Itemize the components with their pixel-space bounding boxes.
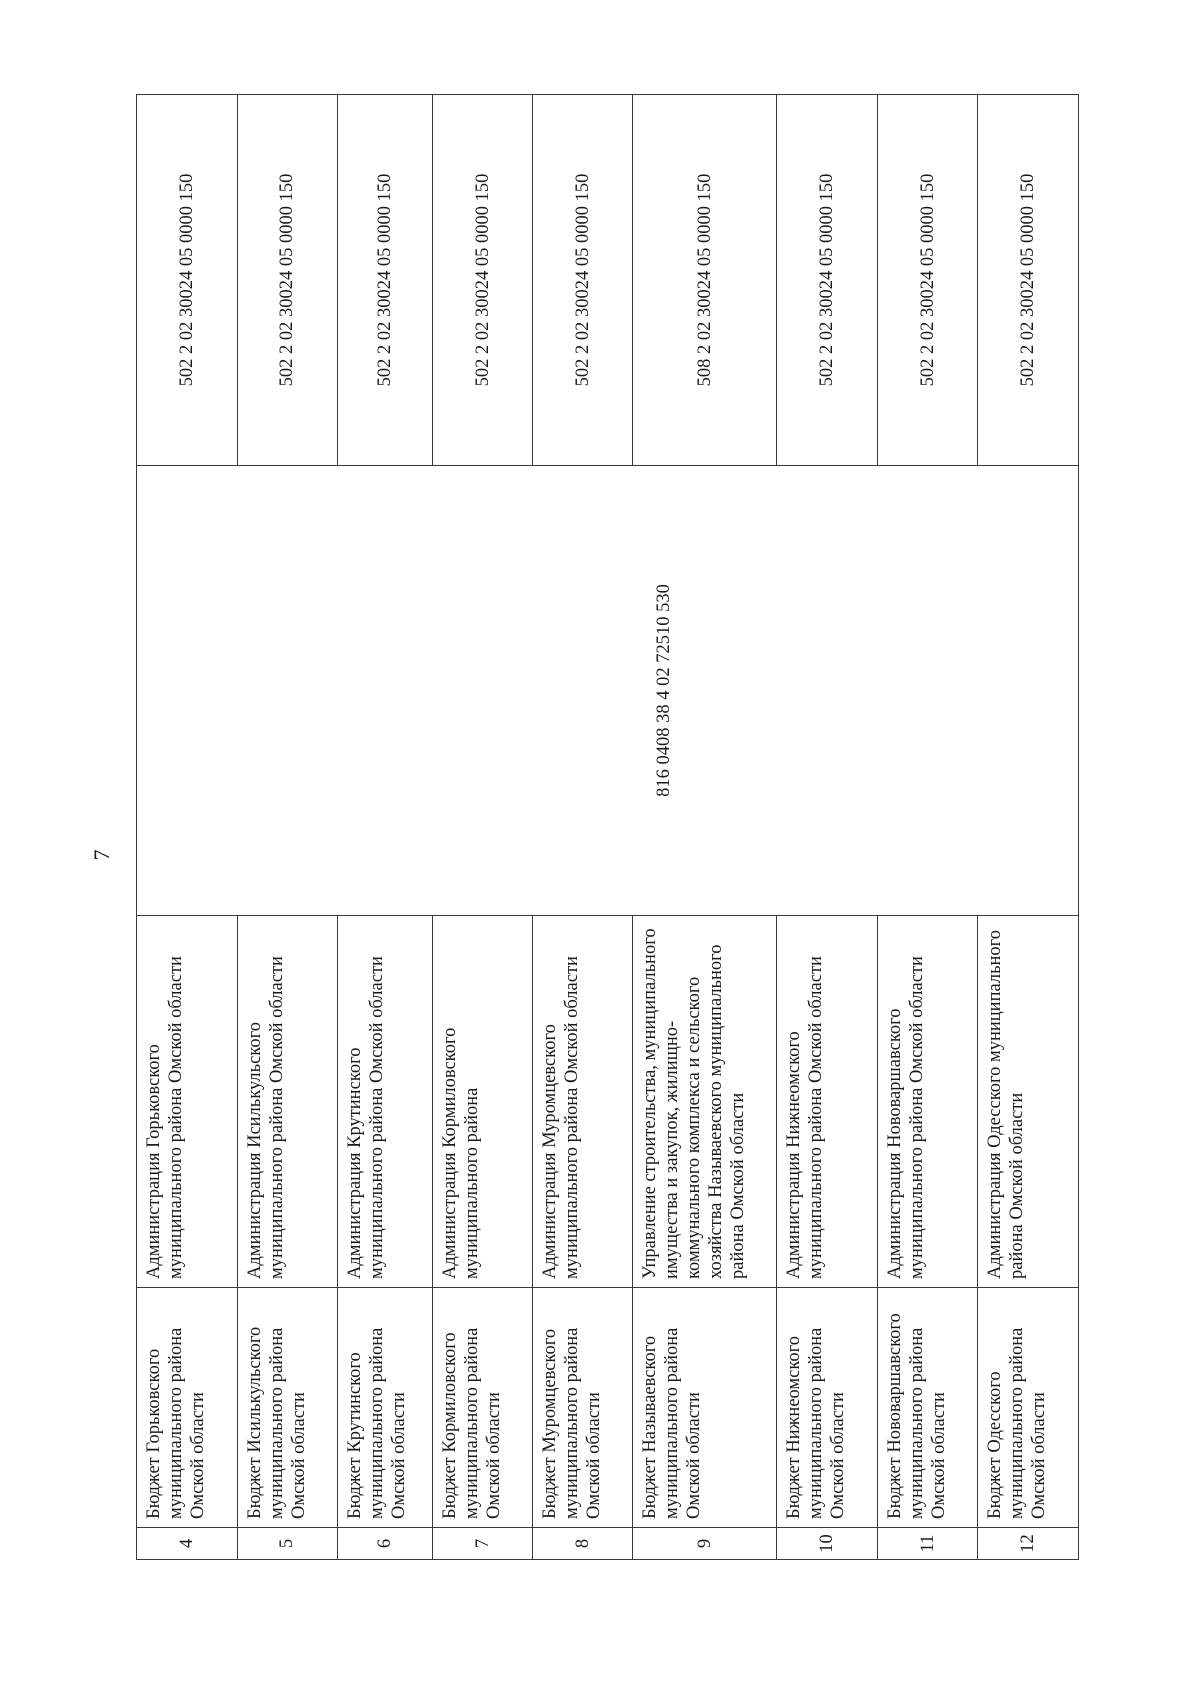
revenue-code: 502 2 02 30024 05 0000 150 [532, 95, 633, 466]
revenue-code: 502 2 02 30024 05 0000 150 [978, 95, 1079, 466]
row-number: 6 [338, 1528, 433, 1560]
revenue-code: 508 2 02 30024 05 0000 150 [633, 95, 777, 466]
row-number: 4 [137, 1528, 238, 1560]
expense-code-cell [137, 466, 1079, 916]
budget-name: Бюджет Называевского муниципального района Омской области [633, 1288, 777, 1528]
revenue-code: 502 2 02 30024 05 0000 150 [433, 95, 532, 466]
row-number: 8 [532, 1528, 633, 1560]
budget-name: Бюджет Одесского муниципального района Омской области [978, 1288, 1079, 1528]
budget-name: Бюджет Нововаршавского муниципального района Омской области [877, 1288, 978, 1528]
row-number: 11 [877, 1528, 978, 1560]
table-row [137, 95, 238, 1560]
budget-table [136, 94, 1079, 1560]
administrator-name: Администрация Горьковского муниципального района Омской области [137, 916, 238, 1288]
revenue-code: 502 2 02 30024 05 0000 150 [137, 95, 238, 466]
row-number: 12 [978, 1528, 1079, 1560]
table-body [137, 95, 1079, 1560]
rotated-table-wrapper [136, 95, 1079, 1560]
revenue-code: 502 2 02 30024 05 0000 150 [237, 95, 338, 466]
administrator-name: Администрация Одесского муниципального района Омской области [978, 916, 1079, 1288]
row-number: 9 [633, 1528, 777, 1560]
expense-code: 816 0408 38 4 02 72510 530 [653, 584, 674, 797]
row-number: 10 [777, 1528, 878, 1560]
row-number: 5 [237, 1528, 338, 1560]
administrator-name: Управление строительства, муниципального имущества и закупок, жилищно-коммунального комплекса и сельского хозяйства Называевского муниципального района Омской области [633, 916, 777, 1288]
budget-name: Бюджет Муромцевского муниципального района Омской области [532, 1288, 633, 1528]
administrator-name: Администрация Кормиловского муниципального района [433, 916, 532, 1288]
budget-name: Бюджет Крутинского муниципального района Омской области [338, 1288, 433, 1528]
budget-name: Бюджет Исилькульского муниципального района Омской области [237, 1288, 338, 1528]
budget-name: Бюджет Горьковского муниципального района Омской области [137, 1288, 238, 1528]
administrator-name: Администрация Исилькульского муниципального района Омской области [237, 916, 338, 1288]
administrator-name: Администрация Нововаршавского муниципального района Омской области [877, 916, 978, 1288]
administrator-name: Администрация Крутинского муниципального района Омской области [338, 916, 433, 1288]
row-number: 7 [433, 1528, 532, 1560]
page-number: 7 [89, 849, 114, 861]
revenue-code: 502 2 02 30024 05 0000 150 [877, 95, 978, 466]
budget-name: Бюджет Нижнеомского муниципального района Омской области [777, 1288, 878, 1528]
administrator-name: Администрация Муромцевского муниципального района Омской области [532, 916, 633, 1288]
revenue-code: 502 2 02 30024 05 0000 150 [777, 95, 878, 466]
budget-name: Бюджет Кормиловского муниципального района Омской области [433, 1288, 532, 1528]
revenue-code: 502 2 02 30024 05 0000 150 [338, 95, 433, 466]
administrator-name: Администрация Нижнеомского муниципального района Омской области [777, 916, 878, 1288]
